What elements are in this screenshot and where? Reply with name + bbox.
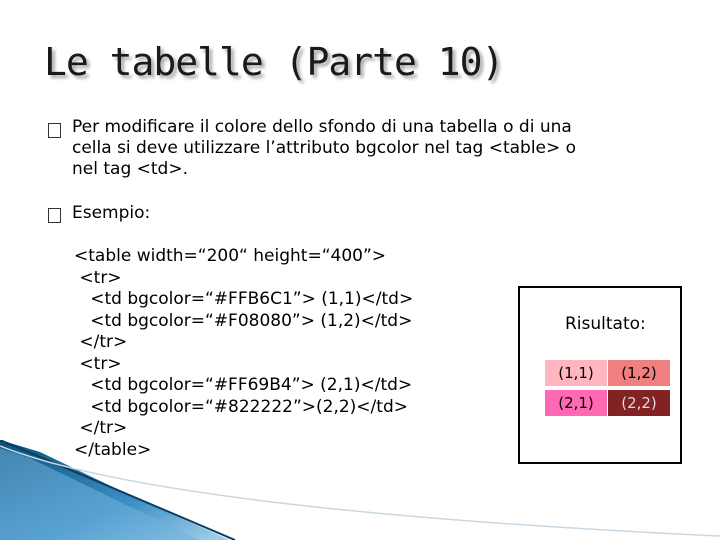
result-cell-1-2: (1,2) bbox=[608, 360, 670, 386]
code-line: <td bgcolor=“#FF69B4”> (2,1)</td> bbox=[74, 375, 413, 395]
code-line: <table width=“200“ height=“400”> bbox=[74, 246, 387, 266]
bullet-icon bbox=[48, 208, 61, 223]
code-line: </table> bbox=[74, 439, 152, 460]
result-cell-2-2: (2,2) bbox=[608, 390, 670, 416]
bullet-icon bbox=[48, 123, 61, 138]
decorative-wave bbox=[0, 440, 720, 540]
keyword-bgcolor: bgcolor bbox=[355, 138, 419, 158]
code-line: <td bgcolor=“#822222”>(2,2)</td> bbox=[74, 396, 408, 417]
result-cell-2-1: (2,1) bbox=[545, 390, 607, 416]
bullet-1-line-2-end: nel tag <table> o bbox=[418, 138, 577, 158]
code-line: <tr> bbox=[74, 353, 122, 374]
result-cell-1-1: (1,1) bbox=[545, 360, 607, 386]
bullet-text-1 bbox=[72, 117, 672, 180]
code-example bbox=[74, 246, 413, 461]
bullet-1-line-1: Per modificare il colore dello sfondo di una tabella o di una bbox=[72, 117, 572, 137]
bullet-1-line-3: nel tag <td>. bbox=[72, 159, 188, 179]
result-label: Risultato: bbox=[565, 314, 646, 334]
code-line: </tr> bbox=[74, 418, 128, 438]
code-line: <tr> bbox=[74, 267, 122, 288]
code-line: <td bgcolor=“#FFB6C1”> (1,1)</td> bbox=[74, 289, 414, 309]
slide-title: Le tabelle (Parte 10) bbox=[44, 40, 504, 84]
code-line: <td bgcolor=“#F08080”> (1,2)</td> bbox=[74, 310, 413, 331]
bullet-1-line-2-start: cella si deve utilizzare l’attributo bbox=[72, 138, 356, 158]
code-line: </tr> bbox=[74, 332, 128, 352]
bullet-text-2: Esempio: bbox=[72, 203, 151, 223]
